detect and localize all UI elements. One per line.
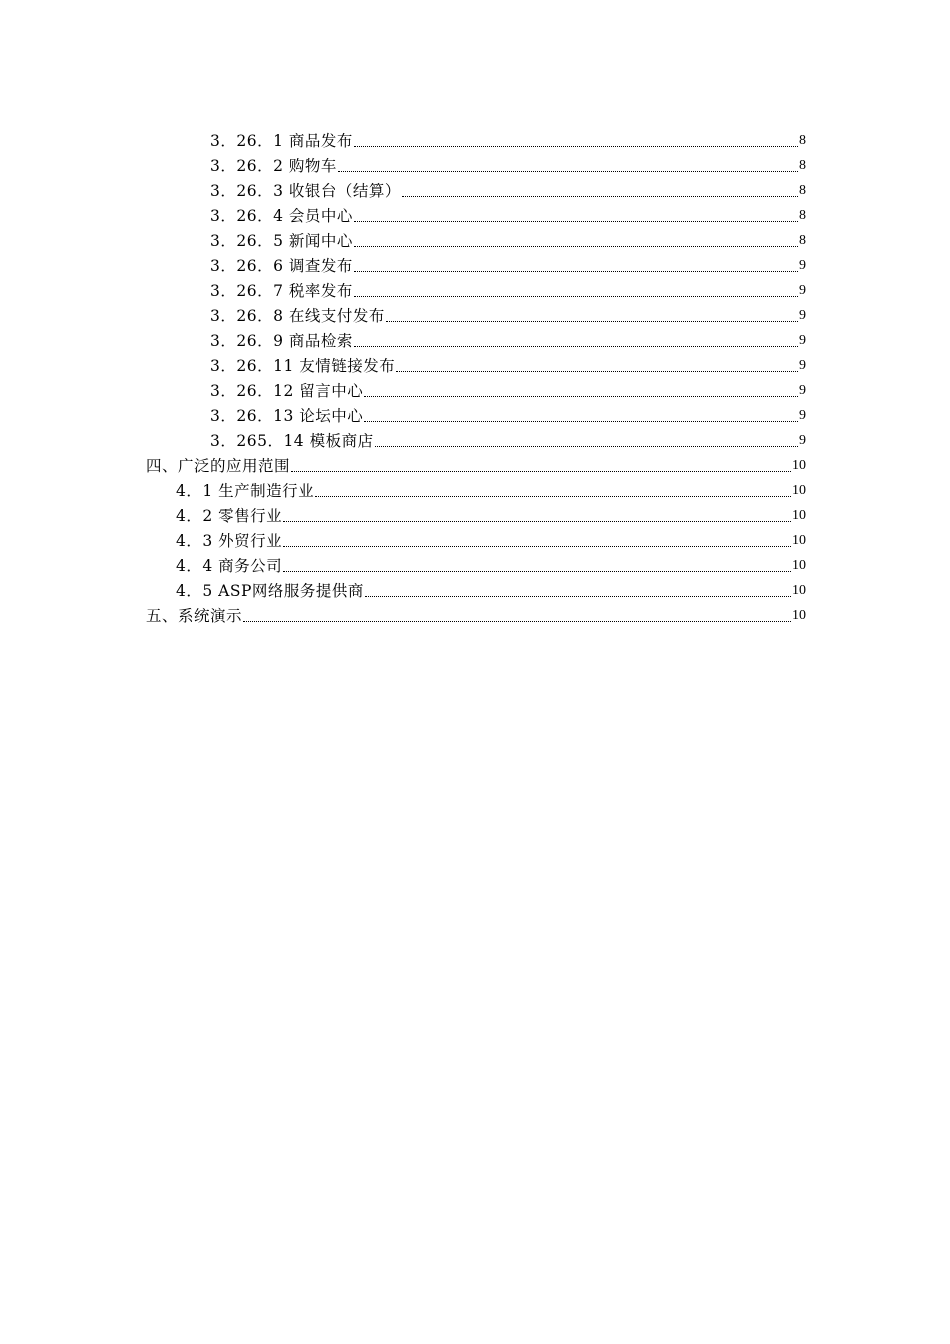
toc-entry-page: 8 xyxy=(799,183,806,198)
toc-entry-page: 9 xyxy=(799,283,806,298)
toc-entry xyxy=(0,601,806,626)
toc-entry xyxy=(0,201,806,226)
toc-entry-page: 10 xyxy=(792,483,806,498)
toc-entry xyxy=(0,501,806,526)
toc-entry xyxy=(0,451,806,476)
toc-entry xyxy=(0,351,806,376)
toc-entry-title: 3．265．14 模板商店 xyxy=(210,432,374,450)
toc-leader-dots xyxy=(396,371,798,372)
toc-leader-dots xyxy=(283,521,791,522)
toc-leader-dots xyxy=(315,496,791,497)
toc-entry-title: 4．5 ASP网络服务提供商 xyxy=(176,582,364,600)
toc-entry-title: 3．26．8 在线支付发布 xyxy=(210,307,385,325)
toc-entry-page: 9 xyxy=(799,433,806,448)
toc-entry-title: 4．3 外贸行业 xyxy=(176,532,283,550)
toc-leader-dots xyxy=(365,596,791,597)
toc-leader-dots xyxy=(364,396,798,397)
toc-entry-title: 3．26．5 新闻中心 xyxy=(210,232,353,250)
toc-leader-dots xyxy=(243,621,791,622)
toc-entry xyxy=(0,426,806,451)
toc-leader-dots xyxy=(402,196,798,197)
toc-entry-title: 3．26．2 购物车 xyxy=(210,157,337,175)
toc-leader-dots xyxy=(354,221,798,222)
toc-entry-title: 3．26．1 商品发布 xyxy=(210,132,353,150)
toc-leader-dots xyxy=(338,171,798,172)
toc-leader-dots xyxy=(354,146,798,147)
toc-entry xyxy=(0,151,806,176)
toc-leader-dots xyxy=(364,421,798,422)
toc-entry-page: 10 xyxy=(792,608,806,623)
toc-entry-title: 3．26．7 税率发布 xyxy=(210,282,353,300)
toc-entry-page: 8 xyxy=(799,158,806,173)
table-of-contents xyxy=(0,126,950,626)
toc-leader-dots xyxy=(375,446,798,447)
toc-entry-title: 3．26．6 调查发布 xyxy=(210,257,353,275)
toc-entry xyxy=(0,226,806,251)
toc-entry xyxy=(0,251,806,276)
toc-entry-page: 8 xyxy=(799,233,806,248)
toc-entry-page: 9 xyxy=(799,408,806,423)
toc-entry-page: 9 xyxy=(799,258,806,273)
toc-leader-dots xyxy=(386,321,798,322)
toc-entry-page: 10 xyxy=(792,458,806,473)
toc-entry xyxy=(0,401,806,426)
toc-entry-page: 8 xyxy=(799,208,806,223)
toc-leader-dots xyxy=(283,571,791,572)
toc-entry xyxy=(0,126,806,151)
toc-entry-page: 10 xyxy=(792,583,806,598)
toc-entry-title: 四、广泛的应用范围 xyxy=(146,457,291,475)
toc-entry-page: 9 xyxy=(799,333,806,348)
toc-entry-page: 10 xyxy=(792,508,806,523)
toc-entry-title: 3．26．12 留言中心 xyxy=(210,382,364,400)
toc-entry-page: 10 xyxy=(792,533,806,548)
toc-entry xyxy=(0,301,806,326)
toc-entry xyxy=(0,176,806,201)
toc-leader-dots xyxy=(354,246,798,247)
toc-entry-title: 3．26．13 论坛中心 xyxy=(210,407,364,425)
toc-entry-title: 4．4 商务公司 xyxy=(176,557,283,575)
toc-leader-dots xyxy=(354,346,798,347)
toc-entry-page: 10 xyxy=(792,558,806,573)
toc-leader-dots xyxy=(283,546,791,547)
toc-leader-dots xyxy=(354,271,798,272)
toc-entry xyxy=(0,476,806,501)
toc-entry xyxy=(0,276,806,301)
toc-entry-title: 4．1 生产制造行业 xyxy=(176,482,315,500)
toc-entry xyxy=(0,326,806,351)
toc-entry xyxy=(0,526,806,551)
toc-entry-title: 4．2 零售行业 xyxy=(176,507,283,525)
toc-entry-title: 3．26．9 商品检索 xyxy=(210,332,353,350)
toc-entry xyxy=(0,551,806,576)
toc-entry-title: 3．26．4 会员中心 xyxy=(210,207,353,225)
toc-entry-page: 8 xyxy=(799,133,806,148)
toc-leader-dots xyxy=(354,296,798,297)
toc-entry-page: 9 xyxy=(799,383,806,398)
toc-leader-dots xyxy=(291,471,791,472)
toc-entry-page: 9 xyxy=(799,358,806,373)
toc-entry xyxy=(0,376,806,401)
toc-entry xyxy=(0,576,806,601)
toc-entry-title: 五、系统演示 xyxy=(146,607,243,625)
toc-entry-page: 9 xyxy=(799,308,806,323)
toc-entry-title: 3．26．11 友情链接发布 xyxy=(210,357,396,375)
toc-entry-title: 3．26．3 收银台（结算） xyxy=(210,182,401,200)
